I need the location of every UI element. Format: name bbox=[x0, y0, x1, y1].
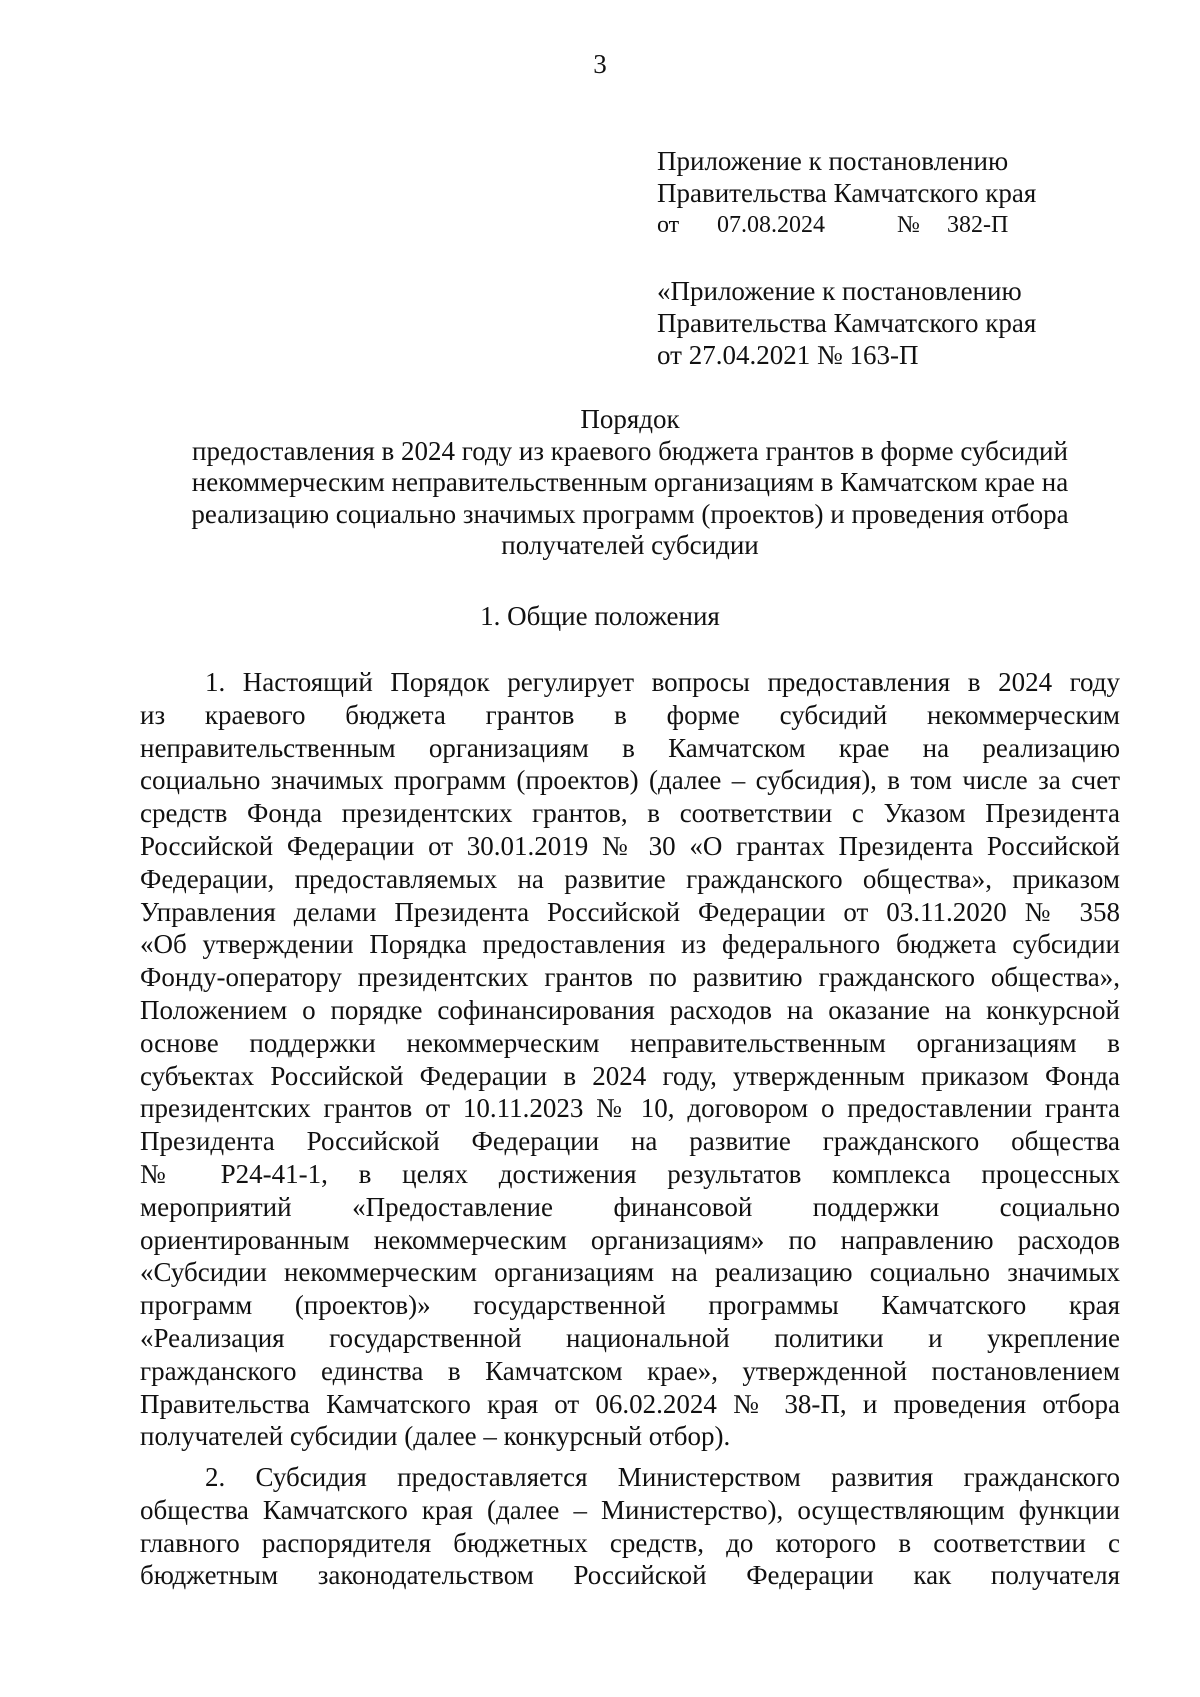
paragraph-line: «Об утверждении Порядка предоставления из федерального бюджета субсидии bbox=[140, 929, 1120, 960]
paragraph-line: Правительства Камчатского края от 06.02.2024 № 38-П, и проведения отбора bbox=[140, 1388, 1120, 1419]
title-line: реализацию социально значимых программ (проектов) и проведения отбора bbox=[191, 498, 1069, 529]
paragraph-line: средств Фонда президентских грантов, в соответствии с Указом Президента bbox=[140, 798, 1120, 829]
appendix-previous-line2: Правительства Камчатского края bbox=[657, 308, 1037, 338]
title-line: некоммерческим неправительственным организациям в Камчатском крае на bbox=[191, 467, 1069, 497]
paragraph-line: ориентированным некоммерческим организациям» по направлению расходов bbox=[140, 1224, 1120, 1255]
paragraph-line: получателей субсидии (далее – конкурсный отбор). bbox=[140, 1421, 731, 1452]
paragraph-line: Фонду-оператору президентских грантов по развитию гражданского общества», bbox=[140, 962, 1120, 993]
paragraph-line: субъектах Российской Федерации в 2024 году, утвержденным приказом Фонда bbox=[140, 1060, 1120, 1091]
appendix-current-line1: Приложение к постановлению bbox=[657, 146, 1009, 176]
paragraph-line: № Р24-41-1, в целях достижения результатов комплекса процессных bbox=[140, 1158, 1120, 1189]
document-title bbox=[140, 404, 1120, 562]
number-sign: № bbox=[897, 212, 920, 238]
appendix-current-line2: Правительства Камчатского края bbox=[657, 178, 1037, 208]
paragraph-line: Федерации, предоставляемых на развитие гражданского общества», приказом bbox=[140, 863, 1120, 894]
paragraph-2 bbox=[140, 1461, 1120, 1592]
paragraph-1 bbox=[140, 666, 1120, 1453]
paragraph-line: «Субсидии некоммерческим организациям на реализацию социально значимых bbox=[140, 1257, 1120, 1288]
paragraph-line: мероприятий «Предоставление финансовой поддержки социально bbox=[140, 1191, 1120, 1222]
appendix-previous-header bbox=[657, 275, 1177, 371]
resolution-date: 07.08.2024 bbox=[717, 212, 825, 238]
title-line: предоставления в 2024 году из краевого бюджета грантов в форме субсидий bbox=[192, 435, 1068, 466]
paragraph-line: главного распорядителя бюджетных средств, до которого в соответствии с bbox=[140, 1527, 1120, 1558]
paragraph-line: социально значимых программ (проектов) (далее – субсидия), в том числе за счет bbox=[140, 765, 1120, 796]
appendix-previous-line1: «Приложение к постановлению bbox=[657, 276, 1022, 306]
paragraph-line: бюджетным законодательством Российской Федерации как получателя bbox=[140, 1560, 1120, 1591]
section-heading: 1. Общие положения bbox=[480, 601, 720, 631]
paragraph-line: программ (проектов)» государственной программы Камчатского края bbox=[140, 1290, 1120, 1321]
appendix-current-header bbox=[657, 145, 1177, 241]
paragraph-line: Российской Федерации от 30.01.2019 № 30 «О грантах Президента Российской bbox=[140, 830, 1120, 861]
paragraph-line: «Реализация государственной национальной политики и укрепление bbox=[140, 1322, 1120, 1353]
paragraph-line: из краевого бюджета грантов в форме субсидий некоммерческим bbox=[140, 699, 1120, 730]
paragraph-line: Положением о порядке софинансирования расходов на оказание на конкурсной bbox=[140, 994, 1120, 1025]
resolution-number: 382-П bbox=[947, 212, 1009, 238]
paragraph-line: Управления делами Президента Российской Федерации от 03.11.2020 № 358 bbox=[140, 896, 1120, 927]
paragraph-line: 1. Настоящий Порядок регулирует вопросы предоставления в 2024 году bbox=[205, 667, 1120, 697]
paragraph-line: 2. Субсидия предоставляется Министерством развития гражданского bbox=[205, 1462, 1120, 1492]
paragraph-line: гражданского единства в Камчатском крае», утвержденной постановлением bbox=[140, 1355, 1120, 1386]
paragraph-line: основе поддержки некоммерческим неправительственным организациям в bbox=[140, 1027, 1120, 1058]
from-label: от bbox=[657, 212, 680, 238]
paragraph-line: Президента Российской Федерации на развитие гражданского общества bbox=[140, 1126, 1120, 1157]
page-number: 3 bbox=[593, 49, 607, 79]
title-heading: Порядок bbox=[580, 404, 680, 434]
appendix-current-date-line bbox=[657, 209, 1177, 241]
paragraph-line: общества Камчатского края (далее – Министерство), осуществляющим функции bbox=[140, 1494, 1120, 1525]
title-line: получателей субсидии bbox=[501, 530, 759, 560]
paragraph-line: президентских грантов от 10.11.2023 № 10, договором о предоставлении гранта bbox=[140, 1093, 1120, 1124]
appendix-previous-line3: от 27.04.2021 № 163-П bbox=[657, 340, 919, 370]
paragraph-line: неправительственным организациям в Камчатском крае на реализацию bbox=[140, 732, 1120, 763]
